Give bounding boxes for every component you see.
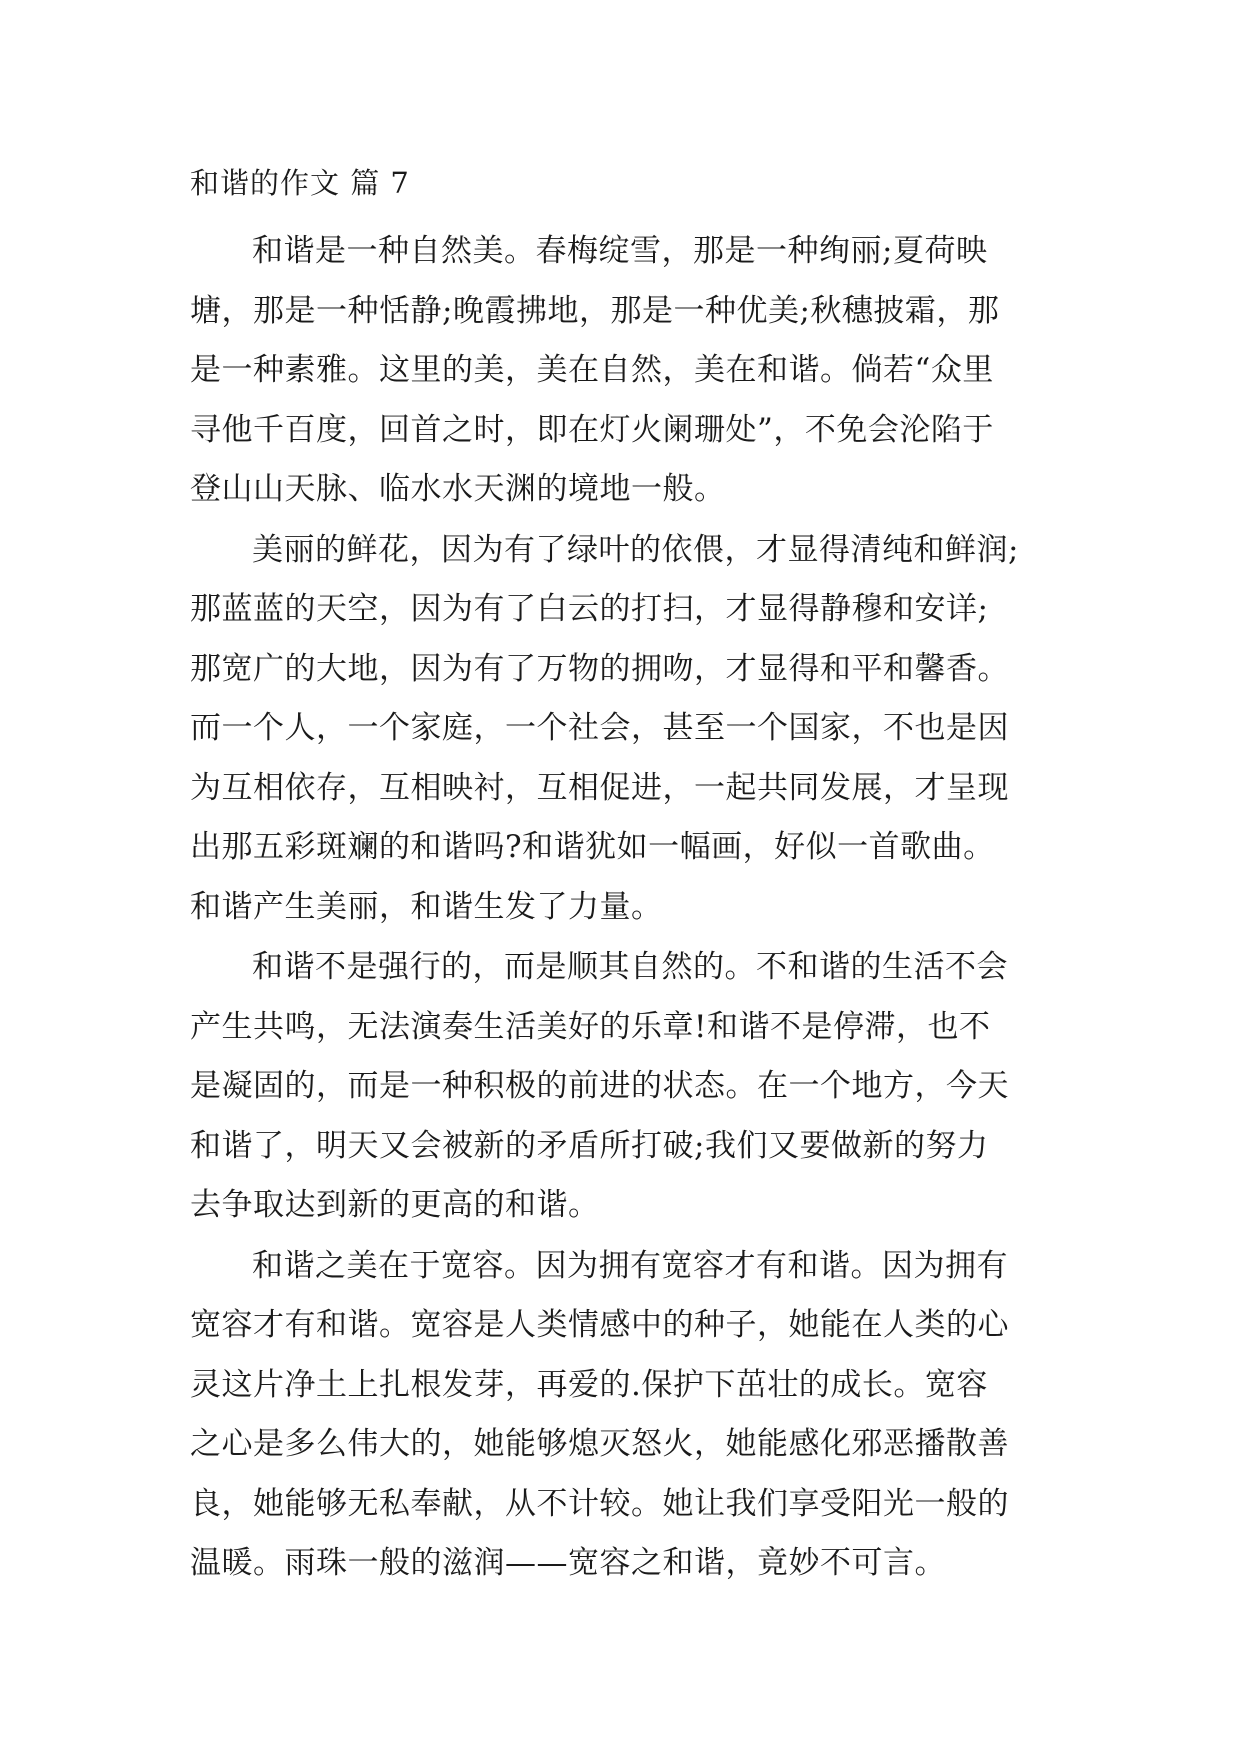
text-line: 寻他千百度，回首之时，即在灯火阑珊处”，不免会沦陷于 — [190, 411, 994, 448]
paragraph — [190, 1237, 1070, 1594]
paragraph — [190, 938, 1070, 1236]
text-line: 美丽的鲜花，因为有了绿叶的依偎，才显得清纯和鲜润; — [252, 531, 1019, 568]
text-line: 和谐之美在于宽容。因为拥有宽容才有和谐。因为拥有 — [252, 1247, 1008, 1284]
paragraph — [190, 521, 1070, 938]
document-title: 和谐的作文 篇 7 — [190, 166, 410, 200]
text-line: 是一种素雅。这里的美，美在自然，美在和谐。倘若“众里 — [190, 352, 994, 388]
text-line: 塘，那是一种恬静;晚霞拂地，那是一种优美;秋穗披霜，那 — [190, 292, 1000, 329]
text-line: 去争取达到新的更高的和谐。 — [190, 1187, 600, 1223]
text-line: 良，她能够无私奉献，从不计较。她让我们享受阳光一般的 — [190, 1485, 1009, 1522]
paragraph — [190, 222, 1070, 520]
text-line: 那宽广的大地，因为有了万物的拥吻，才显得和平和馨香。 — [190, 650, 1009, 687]
text-line: 和谐产生美丽，和谐生发了力量。 — [190, 888, 663, 925]
text-line: 是凝固的，而是一种积极的前进的状态。在一个地方，今天 — [190, 1068, 1009, 1104]
text-line: 登山山天脉、临水水天渊的境地一般。 — [190, 471, 726, 507]
document-body — [190, 222, 1070, 1594]
text-line: 出那五彩斑斓的和谐吗?和谐犹如一幅画，好似一首歌曲。 — [190, 829, 995, 865]
text-line: 为互相依存，互相映衬，互相促进，一起共同发展，才呈现 — [190, 769, 1009, 806]
text-line: 那蓝蓝的天空，因为有了白云的打扫，才显得静穆和安详; — [190, 591, 989, 627]
text-line: 和谐是一种自然美。春梅绽雪，那是一种绚丽;夏荷映 — [252, 233, 988, 269]
text-line: 之心是多么伟大的，她能够熄灭怒火，她能感化邪恶播散善 — [190, 1426, 1009, 1462]
text-line: 和谐了，明天又会被新的矛盾所打破;我们又要做新的努力 — [190, 1127, 989, 1164]
text-line: 温暖。雨珠一般的滋润——宽容之和谐，竟妙不可言。 — [190, 1545, 946, 1581]
text-line: 宽容才有和谐。宽容是人类情感中的种子，她能在人类的心 — [190, 1307, 1009, 1343]
text-line: 而一个人，一个家庭，一个社会，甚至一个国家，不也是因 — [190, 710, 1009, 746]
text-line: 灵这片净土上扎根发芽，再爱的.保护下茁壮的成长。宽容 — [190, 1366, 988, 1403]
text-line: 产生共鸣，无法演奏生活美好的乐章!和谐不是停滞，也不 — [190, 1008, 991, 1045]
text-line: 和谐不是强行的，而是顺其自然的。不和谐的生活不会 — [252, 949, 1008, 985]
